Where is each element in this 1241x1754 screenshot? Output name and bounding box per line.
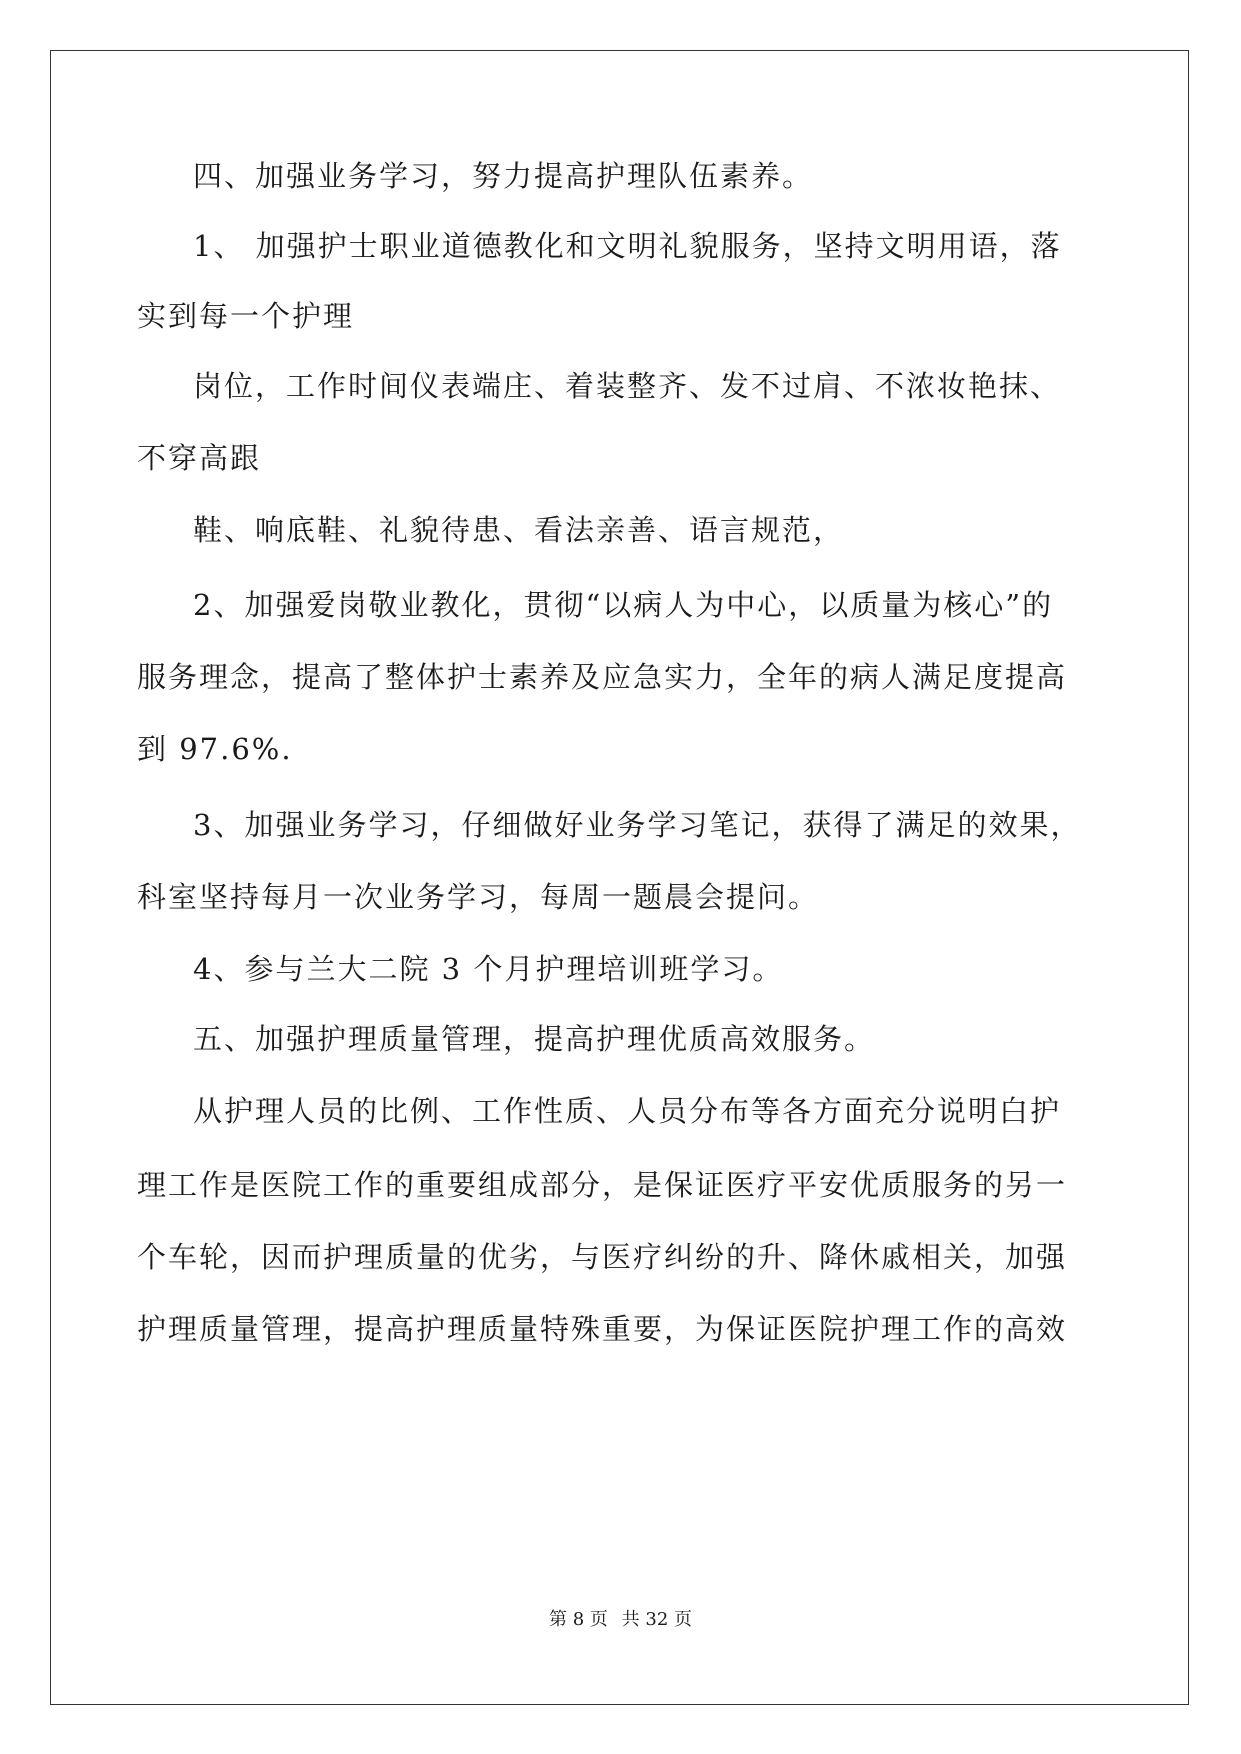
- page-number: 第 8 页: [549, 1609, 608, 1630]
- paragraph-line: 科室坚持每月一次业务学习，每周一题晨会提问。: [137, 880, 820, 914]
- paragraph-line: 护理质量管理，提高护理质量特殊重要，为保证医院护理工作的高效: [137, 1312, 1068, 1346]
- paragraph-line: 从护理人员的比例、工作性质、人员分布等各方面充分说明白护: [193, 1094, 1062, 1128]
- page-total: 共 32 页: [621, 1609, 692, 1630]
- paragraph-line: 4、参与兰大二院 3 个月护理培训班学习。: [193, 952, 784, 986]
- paragraph-line: 理工作是医院工作的重要组成部分，是保证医疗平安优质服务的另一: [137, 1168, 1068, 1202]
- paragraph-line: 1、 加强护士职业道德教化和文明礼貌服务，坚持文明用语，落: [193, 229, 1062, 263]
- page-footer: [0, 1608, 1241, 1632]
- paragraph-line: 个车轮，因而护理质量的优劣，与医疗纠纷的升、降休戚相关，加强: [137, 1240, 1068, 1274]
- paragraph-line: 服务理念，提高了整体护士素养及应急实力，全年的病人满足度提高: [137, 660, 1068, 694]
- paragraph-line: 不穿高跟: [137, 441, 262, 475]
- paragraph-line: 3、加强业务学习，仔细做好业务学习笔记，获得了满足的效果，: [193, 808, 1082, 842]
- section-heading-5: 五、加强护理质量管理，提高护理优质高效服务。: [193, 1022, 876, 1056]
- paragraph-line: 2、加强爱岗敬业教化，贯彻“以病人为中心，以质量为核心”的: [193, 588, 1054, 622]
- paragraph-line: 到 97.6%.: [137, 732, 293, 766]
- section-heading-4: 四、加强业务学习，努力提高护理队伍素养。: [193, 159, 814, 193]
- paragraph-line: 岗位，工作时间仪表端庄、着装整齐、发不过肩、不浓妆艳抹、: [193, 369, 1062, 403]
- paragraph-line: 鞋、响底鞋、礼貌待患、看法亲善、语言规范，: [193, 513, 845, 547]
- paragraph-line: 实到每一个护理: [137, 299, 355, 333]
